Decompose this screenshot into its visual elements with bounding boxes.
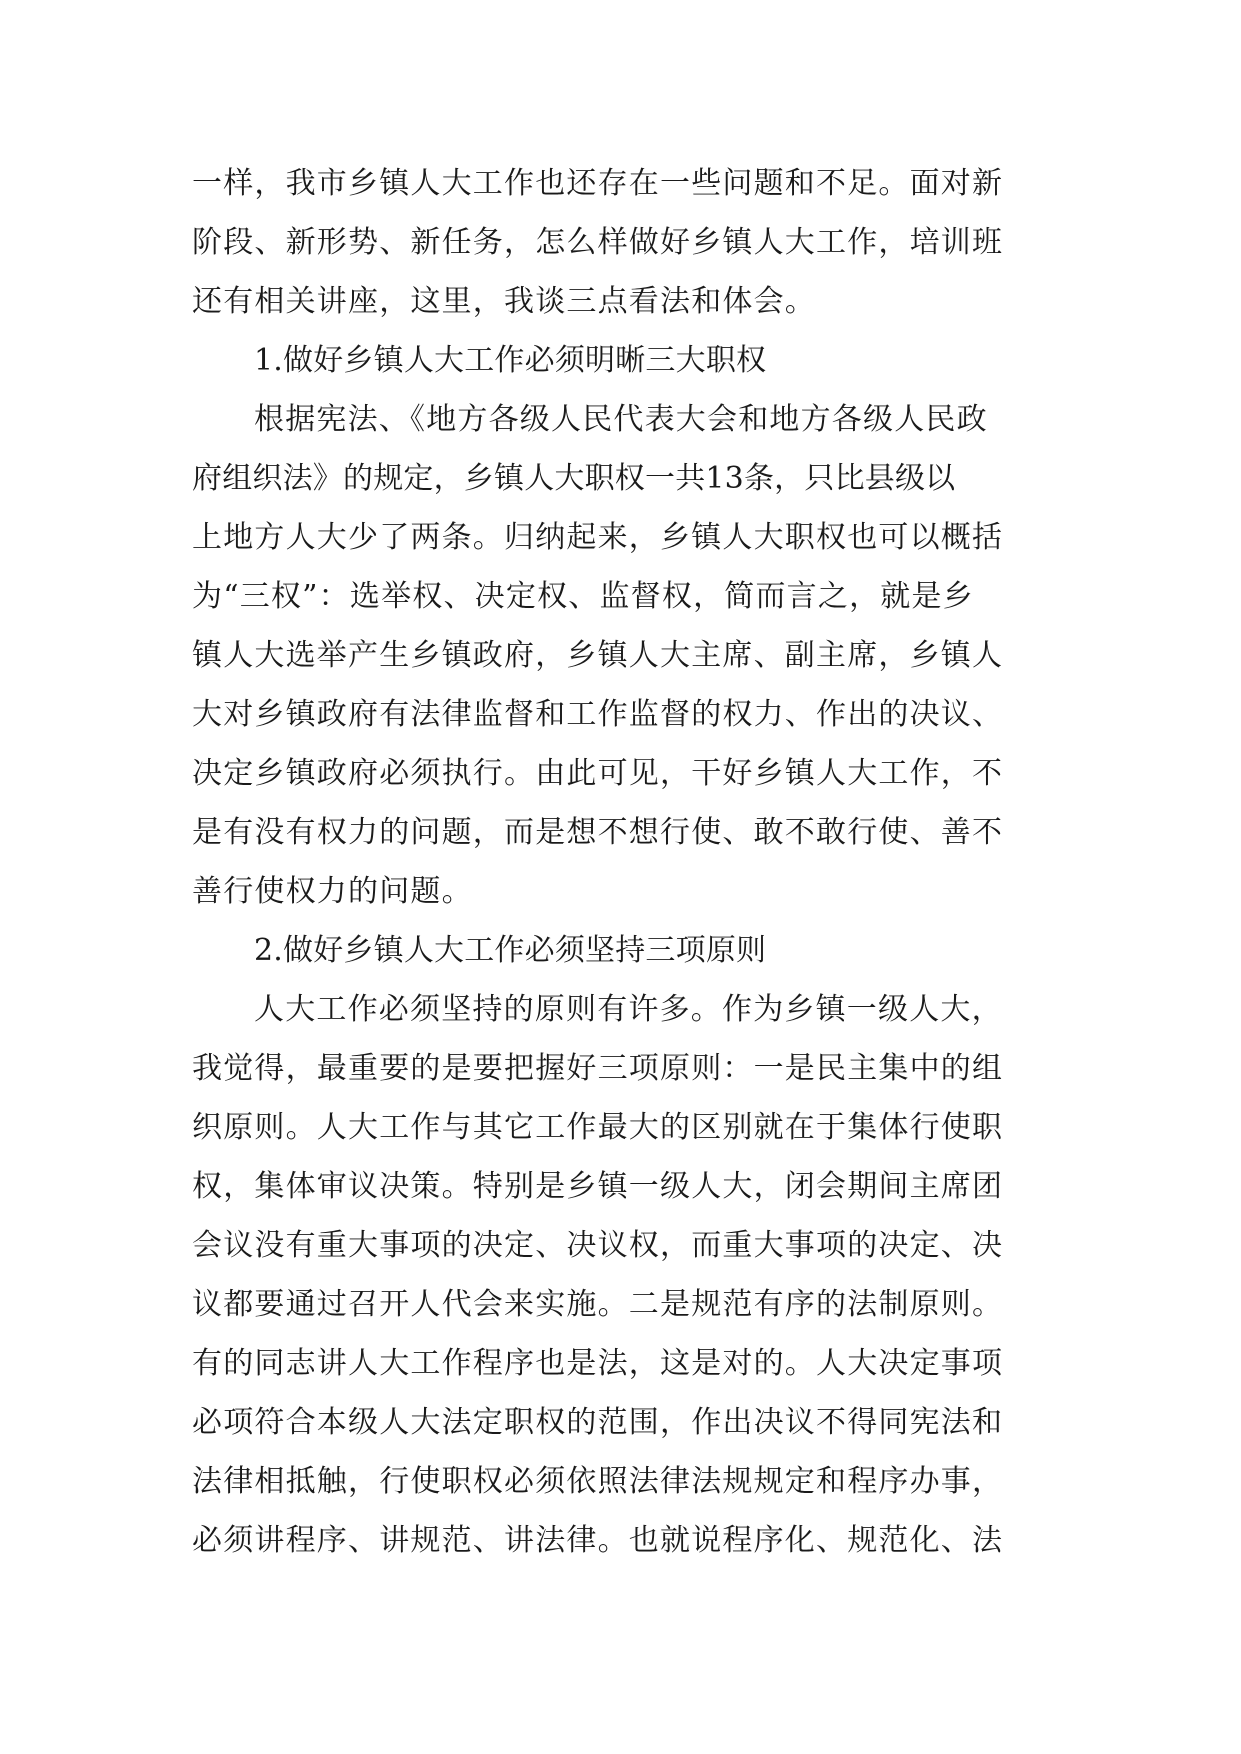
text-line: 善行使权力的问题。 (192, 874, 473, 909)
text-line: 权，集体审议决策。特别是乡镇一级人大，闭会期间主席团 (192, 1169, 1004, 1204)
text-line: 必须讲程序、讲规范、讲法律。也就说程序化、规范化、法 (192, 1523, 1004, 1558)
text-line: 根据宪法、《地方各级人民代表大会和地方各级人民政 (254, 402, 988, 437)
text-line: 还有相关讲座，这里，我谈三点看法和体会。 (192, 284, 816, 319)
text-line: 会议没有重大事项的决定、决议权，而重大事项的决定、决 (192, 1228, 1004, 1263)
text-line: 决定乡镇政府必须执行。由此可见，干好乡镇人大工作，不 (192, 756, 1004, 791)
text-line: 是有没有权力的问题，而是想不想行使、敢不敢行使、善不 (192, 815, 1004, 850)
text-line: 镇人大选举产生乡镇政府，乡镇人大主席、副主席，乡镇人 (192, 638, 1004, 673)
section-heading: 2.做好乡镇人大工作必须坚持三项原则 (254, 933, 767, 968)
text-line: 一样，我市乡镇人大工作也还存在一些问题和不足。面对新 (192, 166, 1004, 201)
text-line: 人大工作必须坚持的原则有许多。作为乡镇一级人大， (254, 992, 1003, 1027)
text-line: 必项符合本级人大法定职权的范围，作出决议不得同宪法和 (192, 1405, 1004, 1440)
text-line: 法律相抵触，行使职权必须依照法律法规规定和程序办事， (192, 1464, 1004, 1499)
section-heading: 1.做好乡镇人大工作必须明晰三大职权 (254, 343, 767, 378)
text-line: 我觉得，最重要的是要把握好三项原则：一是民主集中的组 (192, 1051, 1004, 1086)
text-line: 议都要通过召开人代会来实施。二是规范有序的法制原则。 (192, 1287, 1004, 1322)
text-line: 府组织法》的规定，乡镇人大职权一共13条，只比县级以 (192, 461, 956, 496)
text-line: 上地方人大少了两条。归纳起来，乡镇人大职权也可以概括 (192, 520, 1004, 555)
body-text (192, 154, 1062, 1570)
text-line: 大对乡镇政府有法律监督和工作监督的权力、作出的决议、 (192, 697, 1004, 732)
text-line: 有的同志讲人大工作程序也是法，这是对的。人大决定事项 (192, 1346, 1004, 1381)
text-line: 织原则。人大工作与其它工作最大的区别就在于集体行使职 (192, 1110, 1004, 1145)
text-line: 阶段、新形势、新任务，怎么样做好乡镇人大工作，培训班 (192, 225, 1004, 260)
text-line: 为“三权”：选举权、决定权、监督权，简而言之，就是乡 (192, 579, 974, 614)
